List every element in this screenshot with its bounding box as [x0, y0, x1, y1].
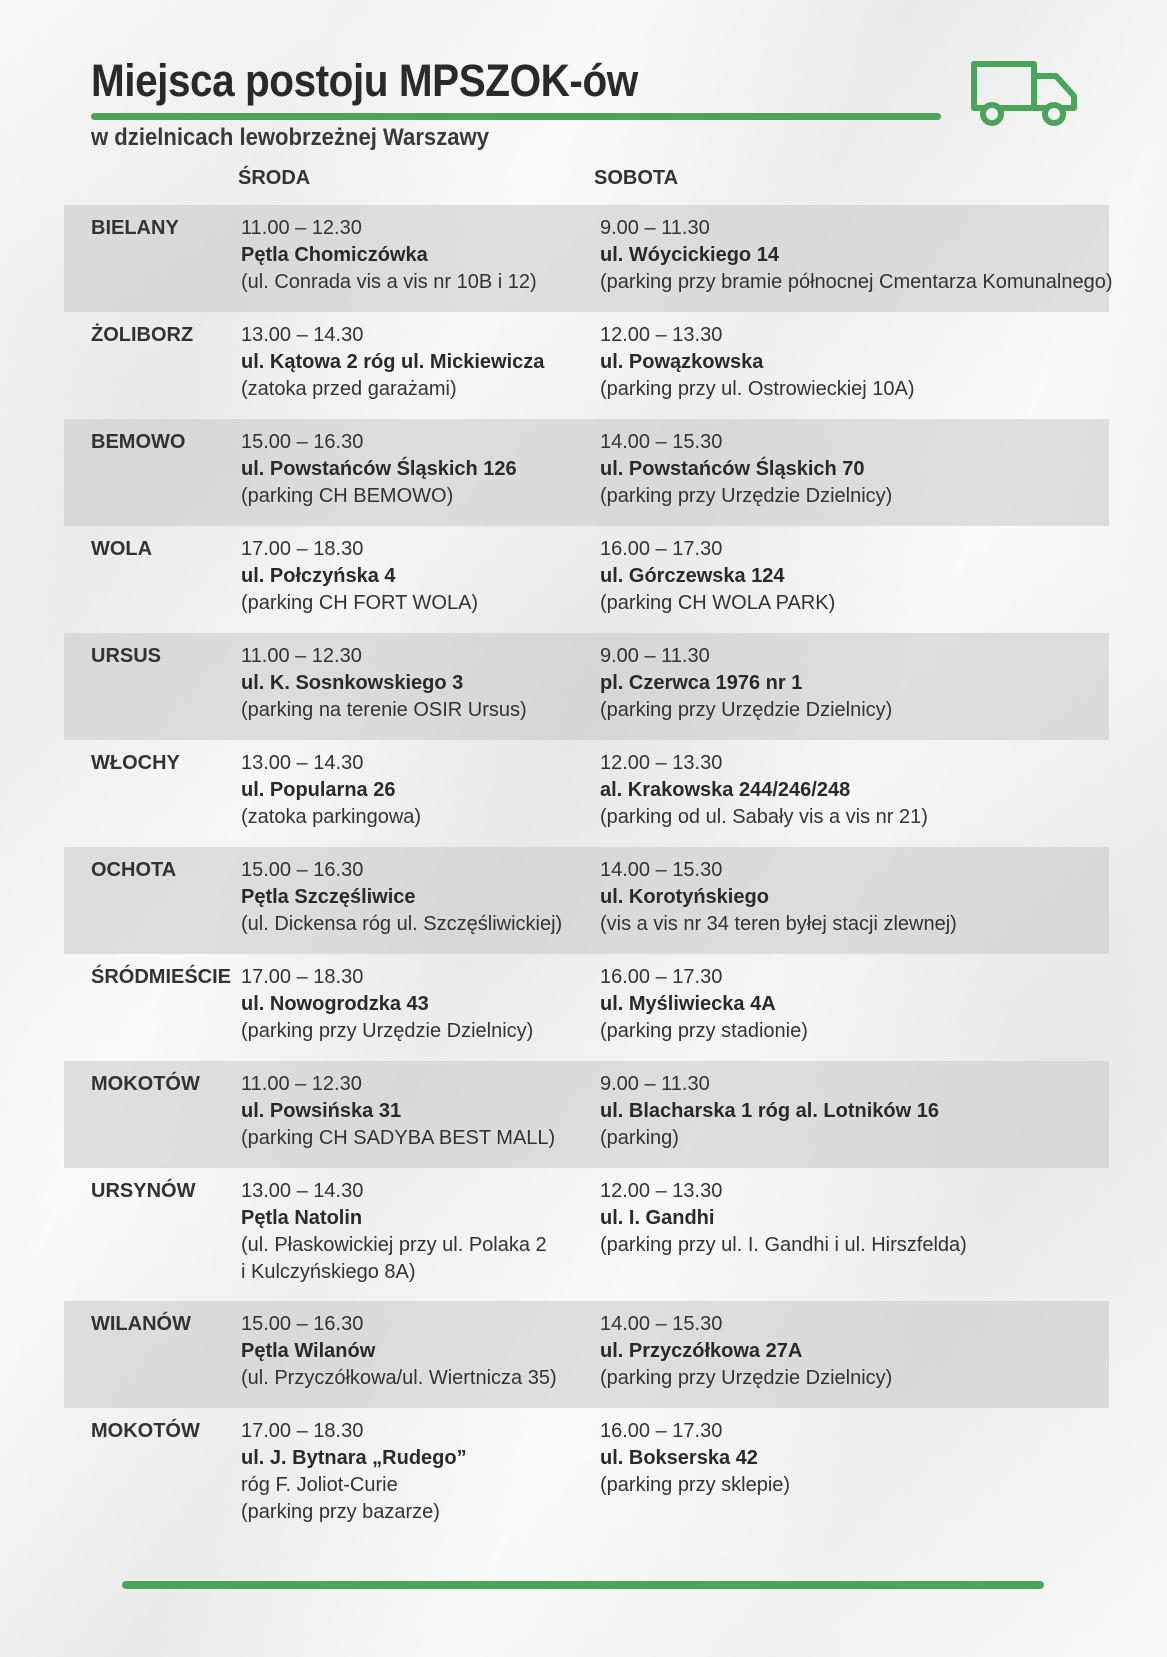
wednesday-stop — [241, 857, 562, 938]
column-header-saturday: SOBOTA — [594, 167, 679, 189]
wednesday-stop — [241, 322, 544, 403]
wednesday-stop — [241, 750, 421, 831]
table-row — [64, 312, 1109, 419]
footer-divider — [122, 1581, 1044, 1589]
stop-place: ul. Powstańców Śląskich 70 — [600, 458, 865, 480]
stop-time: 16.00 – 17.30 — [600, 966, 723, 988]
district-name: BIELANY — [91, 217, 179, 239]
stop-time: 11.00 – 12.30 — [241, 217, 362, 239]
truck-icon — [968, 58, 1082, 130]
saturday-stop — [600, 750, 928, 831]
table-row — [64, 740, 1109, 847]
table-row — [64, 954, 1109, 1061]
stop-note: (parking przy Urzędzie Dzielnicy) — [600, 1367, 893, 1389]
table-row — [64, 1408, 1109, 1558]
column-header-wednesday: ŚRODA — [238, 167, 311, 189]
district-name: WŁOCHY — [91, 752, 180, 774]
table-row — [64, 1168, 1109, 1301]
stop-place: ul. Górczewska 124 — [600, 565, 785, 587]
stop-note: (parking CH WOLA PARK) — [600, 592, 836, 614]
schedule-table — [64, 205, 1113, 1558]
stop-place: Pętla Szczęśliwice — [241, 886, 416, 908]
stop-note: (parking przy Urzędzie Dzielnicy) — [241, 1020, 534, 1042]
stop-place: ul. I. Gandhi — [600, 1207, 715, 1229]
table-row — [64, 1061, 1109, 1168]
saturday-stop — [600, 429, 892, 510]
page-title: Miejsca postoju MPSZOK-ów — [91, 55, 638, 106]
stop-time: 12.00 – 13.30 — [600, 752, 723, 774]
wednesday-stop — [241, 215, 537, 296]
stop-note: (parking przy Urzędzie Dzielnicy) — [600, 699, 893, 721]
stop-note: (parking przy ul. Ostrowieckiej 10A) — [600, 378, 915, 400]
wednesday-stop — [241, 1178, 547, 1286]
wednesday-stop — [241, 1311, 557, 1392]
district-name: BEMOWO — [91, 431, 186, 453]
stop-note: (parking przy Urzędzie Dzielnicy) — [600, 485, 893, 507]
page-subtitle: w dzielnicach lewobrzeżnej Warszawy — [91, 124, 489, 151]
district-name: OCHOTA — [91, 859, 177, 881]
stop-time: 9.00 – 11.30 — [600, 645, 710, 667]
stop-place: ul. Popularna 26 — [241, 779, 396, 801]
stop-note: (parking od ul. Sabały vis a vis nr 21) — [600, 806, 928, 828]
table-row — [64, 1301, 1109, 1408]
stop-place: ul. Korotyńskiego — [600, 886, 769, 908]
district-name: URSYNÓW — [91, 1180, 196, 1202]
saturday-stop — [600, 536, 835, 617]
table-row — [64, 633, 1109, 740]
stop-time: 17.00 – 18.30 — [241, 1420, 364, 1442]
stop-place: al. Krakowska 244/246/248 — [600, 779, 851, 801]
saturday-stop — [600, 857, 957, 938]
stop-place: pl. Czerwca 1976 nr 1 — [600, 672, 803, 694]
wednesday-stop — [241, 429, 517, 510]
stop-time: 16.00 – 17.30 — [600, 1420, 723, 1442]
stop-note: (parking) — [600, 1127, 679, 1149]
stop-time: 12.00 – 13.30 — [600, 324, 723, 346]
stop-time: 11.00 – 12.30 — [241, 1073, 362, 1095]
stop-note: (parking przy ul. I. Gandhi i ul. Hirszfelda) — [600, 1234, 967, 1256]
stop-place: ul. Myśliwiecka 4A — [600, 993, 776, 1015]
stop-place: ul. Wóycickiego 14 — [600, 244, 779, 266]
stop-time: 14.00 – 15.30 — [600, 431, 723, 453]
title-underline — [91, 113, 941, 120]
stop-place: ul. Powązkowska — [600, 351, 764, 373]
wednesday-stop — [241, 1071, 555, 1152]
stop-time: 16.00 – 17.30 — [600, 538, 723, 560]
saturday-stop — [600, 1418, 790, 1499]
table-row — [64, 205, 1113, 312]
stop-time: 15.00 – 16.30 — [241, 431, 364, 453]
district-name: ŻOLIBORZ — [91, 324, 194, 346]
stop-note: (zatoka parkingowa) — [241, 806, 422, 828]
stop-place: ul. Blacharska 1 róg al. Lotników 16 — [600, 1100, 939, 1122]
stop-time: 9.00 – 11.30 — [600, 1073, 710, 1095]
stop-time: 13.00 – 14.30 — [241, 324, 364, 346]
district-name: ŚRÓDMIEŚCIE — [91, 966, 232, 988]
stop-time: 9.00 – 11.30 — [600, 217, 710, 239]
stop-place: ul. Przyczółkowa 27A — [600, 1340, 803, 1362]
stop-note: (ul. Conrada vis a vis nr 10B i 12) — [241, 271, 537, 293]
stop-note: (ul. Dickensa róg ul. Szczęśliwickiej) — [241, 913, 563, 935]
wednesday-stop — [241, 1418, 467, 1526]
stop-time: 11.00 – 12.30 — [241, 645, 362, 667]
stop-note: (ul. Płaskowickiej przy ul. Polaka 2 — [241, 1234, 547, 1256]
table-row — [64, 419, 1109, 526]
stop-place: ul. J. Bytnara „Rudego” — [241, 1447, 467, 1469]
stop-place: Pętla Wilanów — [241, 1340, 376, 1362]
stop-note: róg F. Joliot-Curie — [241, 1474, 398, 1496]
district-name: WILANÓW — [91, 1313, 191, 1335]
district-name: WOLA — [91, 538, 153, 560]
stop-note: (parking przy bramie północnej Cmentarza Komunalnego) — [600, 271, 1113, 293]
stop-place: ul. Powsińska 31 — [241, 1100, 402, 1122]
district-name: MOKOTÓW — [91, 1420, 200, 1442]
stop-place: ul. Połczyńska 4 — [241, 565, 396, 587]
saturday-stop — [600, 1311, 892, 1392]
stop-place: Pętla Natolin — [241, 1207, 363, 1229]
stop-time: 15.00 – 16.30 — [241, 859, 364, 881]
stop-time: 17.00 – 18.30 — [241, 966, 364, 988]
stop-note: (vis a vis nr 34 teren byłej stacji zlewnej) — [600, 913, 957, 935]
stop-time: 13.00 – 14.30 — [241, 1180, 364, 1202]
saturday-stop — [600, 322, 915, 403]
stop-time: 17.00 – 18.30 — [241, 538, 364, 560]
stop-place: ul. Powstańców Śląskich 126 — [241, 458, 517, 480]
saturday-stop — [600, 643, 892, 724]
wednesday-stop — [241, 643, 527, 724]
stop-time: 14.00 – 15.30 — [600, 1313, 723, 1335]
district-name: URSUS — [91, 645, 162, 667]
stop-note: (parking CH FORT WOLA) — [241, 592, 479, 614]
stop-note: (ul. Przyczółkowa/ul. Wiertnicza 35) — [241, 1367, 557, 1389]
stop-place: ul. K. Sosnkowskiego 3 — [241, 672, 464, 694]
stop-place: ul. Bokserska 42 — [600, 1447, 758, 1469]
saturday-stop — [600, 964, 808, 1045]
stop-place: ul. Kątowa 2 róg ul. Mickiewicza — [241, 351, 545, 373]
district-name: MOKOTÓW — [91, 1073, 200, 1095]
stop-note: (parking przy stadionie) — [600, 1020, 808, 1042]
table-row — [64, 847, 1109, 954]
stop-note: (zatoka przed garażami) — [241, 378, 457, 400]
stop-note: (parking na terenie OSIR Ursus) — [241, 699, 527, 721]
stop-place: Pętla Chomiczówka — [241, 244, 428, 266]
stop-place: ul. Nowogrodzka 43 — [241, 993, 429, 1015]
stop-note: (parking przy sklepie) — [600, 1474, 791, 1496]
table-row — [64, 526, 1109, 633]
stop-time: 13.00 – 14.30 — [241, 752, 364, 774]
saturday-stop — [600, 1178, 967, 1259]
wednesday-stop — [241, 964, 533, 1045]
stop-note: i Kulczyńskiego 8A) — [241, 1261, 416, 1283]
stop-time: 12.00 – 13.30 — [600, 1180, 723, 1202]
stop-time: 15.00 – 16.30 — [241, 1313, 364, 1335]
stop-note: (parking CH BEMOWO) — [241, 485, 454, 507]
stop-note: (parking CH SADYBA BEST MALL) — [241, 1127, 556, 1149]
stop-time: 14.00 – 15.30 — [600, 859, 723, 881]
saturday-stop — [600, 1071, 939, 1152]
saturday-stop — [600, 215, 1112, 296]
stop-note: (parking przy bazarze) — [241, 1501, 440, 1523]
wednesday-stop — [241, 536, 478, 617]
